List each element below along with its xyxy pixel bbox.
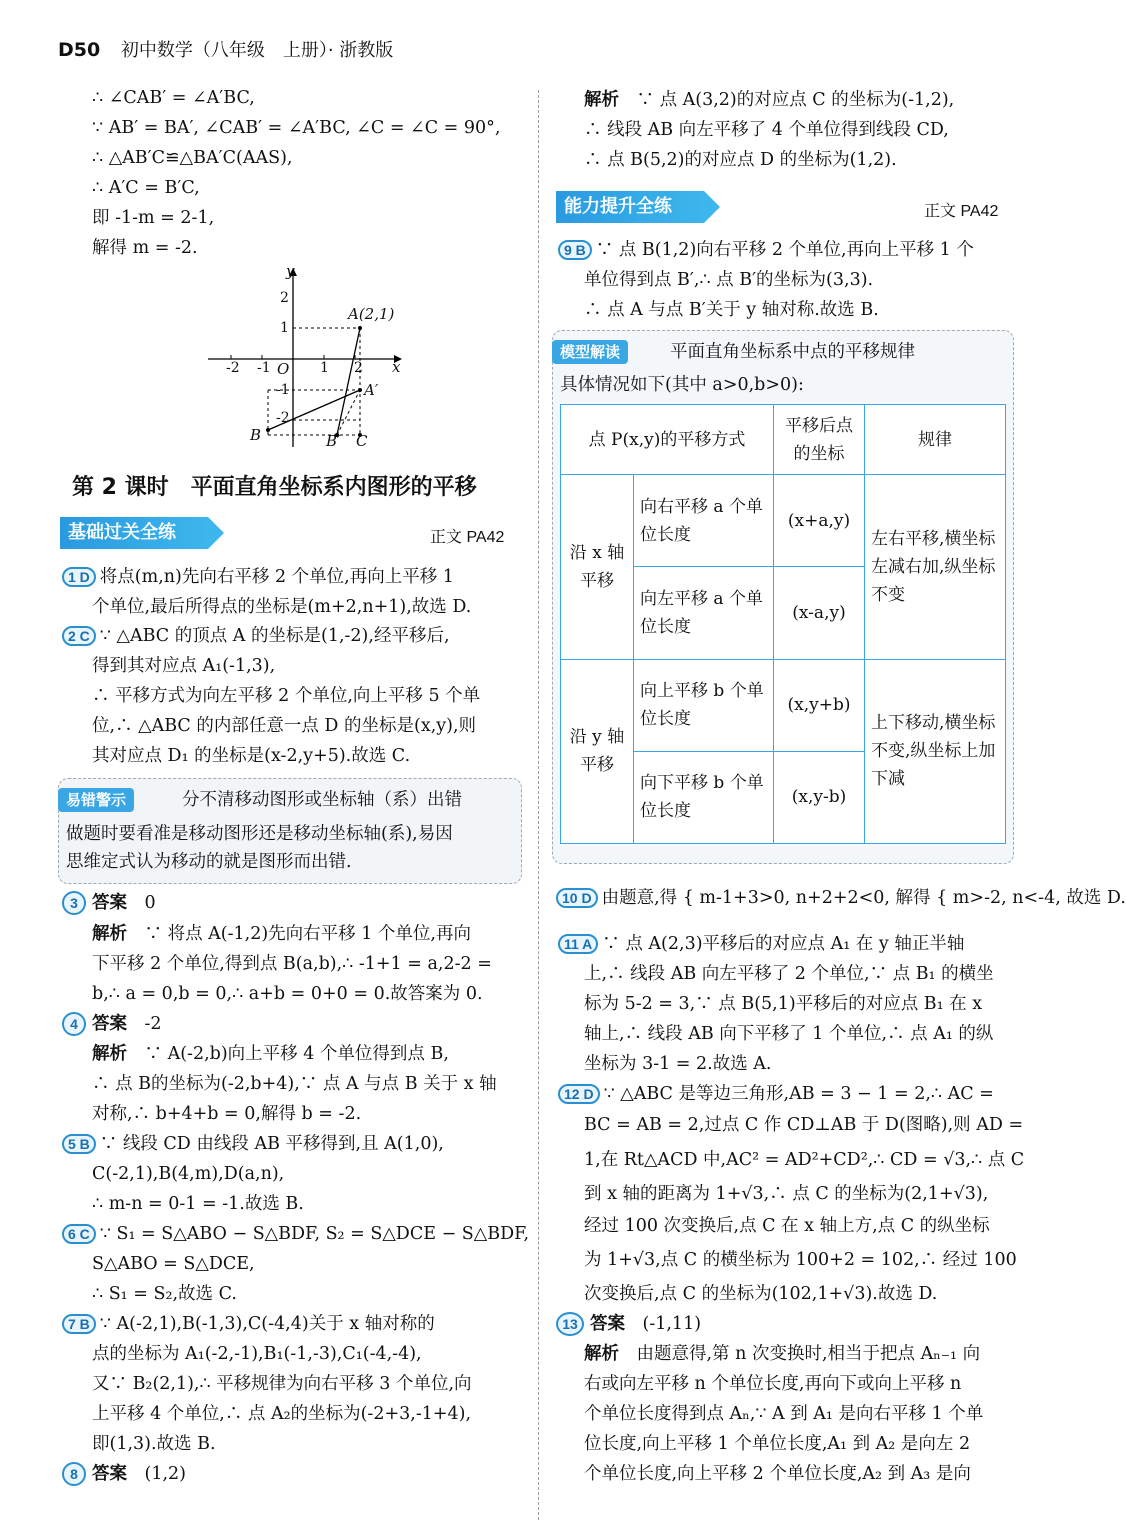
table-header: 规律 xyxy=(865,405,1006,475)
table-cell: (x,y+b) xyxy=(774,659,865,751)
model-title: 平面直角坐标系中点的平移规律 xyxy=(670,342,915,362)
question-8-analysis: 解析 ∵ 点 A(3,2)的对应点 C 的坐标为(-1,2), xyxy=(584,90,955,110)
table-cell-rule: 左右平移,横坐标左减右加,纵坐标不变 xyxy=(865,475,1006,660)
question-13-line: 位长度,向上平移 1 个单位长度,A₁ 到 A₂ 是向左 2 xyxy=(584,1434,971,1454)
question-6: 6 C ∵ S₁ = S△ABO − S△BDF, S₂ = S△DCE − S△BDF, xyxy=(62,1222,529,1246)
point-A-prime xyxy=(358,388,362,392)
question-9-line: ∴ 点 A 与点 B′关于 y 轴对称.故选 B. xyxy=(584,300,879,320)
origin-label: O xyxy=(277,360,290,378)
tick-ym2: -2 xyxy=(276,410,290,426)
question-5-line: C(-2,1),B(4,m),D(a,n), xyxy=(92,1164,285,1184)
question-12-line: BC = AB = 2,过点 C 作 CD⊥AB 于 D(图略),则 AD = xyxy=(584,1115,1024,1135)
label-A-prime: A′ xyxy=(364,381,379,399)
label-A: A(2,1) xyxy=(348,305,395,323)
question-4: 4 答案 -2 xyxy=(62,1012,162,1036)
question-10: 10 D 由题意,得 { m-1+3>0, n+2+2<0, 解得 { m>-2, n<-4, 故选 D. xyxy=(556,886,1126,910)
question-13-line: 个单位长度得到点 Aₙ,∵ A 到 A₁ 是向右平移 1 个单 xyxy=(584,1404,984,1424)
table-cell-x-axis: 沿 x 轴平移 xyxy=(561,475,634,660)
question-2-line: ∴ 平移方式为向左平移 2 个单位,向上平移 5 个单 xyxy=(92,686,481,706)
question-12-line: 次变换后,点 C 的坐标为(102,1+√3).故选 D. xyxy=(584,1284,938,1304)
tick-x1: 1 xyxy=(320,360,329,376)
question-9: 9 B ∵ 点 B(1,2)向右平移 2 个单位,再向上平移 1 个 xyxy=(558,238,974,262)
question-4-analysis: 解析 ∵ A(-2,b)向上平移 4 个单位得到点 B, xyxy=(92,1044,449,1064)
page-header xyxy=(58,36,393,62)
question-3-line: b,∴ a = 0,b = 0,∴ a+b = 0+0 = 0.故答案为 0. xyxy=(92,984,483,1004)
question-number: 1 D xyxy=(62,567,96,587)
table-cell: (x-a,y) xyxy=(774,567,865,659)
table-cell: 向左平移 a 个单位长度 xyxy=(634,567,774,659)
table-header: 点 P(x,y)的平移方式 xyxy=(561,405,774,475)
question-number: 10 D xyxy=(556,888,598,908)
question-13-line: 右或向左平移 n 个单位长度,再向下或向上平移 n xyxy=(584,1374,962,1394)
question-6-line: S△ABO = S△DCE, xyxy=(92,1254,255,1274)
table-header: 平移后点的坐标 xyxy=(774,405,865,475)
question-12-line: 到 x 轴的距离为 1+√3,∴ 点 C 的坐标为(2,1+√3), xyxy=(584,1184,989,1204)
proof-line: 解得 m = -2. xyxy=(92,238,198,258)
text-reference: 正文 PA42 xyxy=(924,203,999,220)
column-divider xyxy=(538,90,539,1520)
question-12-line: 为 1+√3,点 C 的横坐标为 100+2 = 102,∴ 经过 100 xyxy=(584,1250,1017,1270)
text-reference: 正文 PA42 xyxy=(430,529,505,546)
tick-ym1: -1 xyxy=(276,382,290,398)
proof-line: ∴ ∠CAB′ = ∠A′BC, xyxy=(92,88,255,108)
axis-y-label: y xyxy=(286,262,295,280)
tick-xm2: -2 xyxy=(226,360,240,376)
question-11-line: 坐标为 3-1 = 2.故选 A. xyxy=(584,1054,772,1074)
question-11: 11 A ∵ 点 A(2,3)平移后的对应点 A₁ 在 y 轴正半轴 xyxy=(558,932,964,956)
question-number: 4 xyxy=(62,1012,86,1036)
question-12-line: 1,在 Rt△ACD 中,AC² = AD²+CD²,∴ CD = √3,∴ 点 C xyxy=(584,1150,1025,1170)
question-8: 8 答案 (1,2) xyxy=(62,1462,186,1486)
question-12-line: 经过 100 次变换后,点 C 在 x 轴上方,点 C 的纵坐标 xyxy=(584,1216,990,1236)
tick-y1: 1 xyxy=(280,320,289,336)
question-8-line: ∴ 点 B(5,2)的对应点 D 的坐标为(1,2). xyxy=(584,150,897,170)
question-7-line: 即(1,3).故选 B. xyxy=(92,1434,216,1454)
book-title: 初中数学（八年级 上册）· 浙教版 xyxy=(120,40,394,61)
question-13-analysis: 解析 由题意得,第 n 次变换时,相当于把点 Aₙ₋₁ 向 xyxy=(584,1344,981,1364)
question-4-line: ∴ 点 B的坐标为(-2,b+4),∵ 点 A 与点 B 关于 x 轴 xyxy=(92,1074,497,1094)
question-2-line: 位,∴ △ABC 的内部任意一点 D 的坐标是(x,y),则 xyxy=(92,716,477,736)
table-cell: 向右平移 a 个单位长度 xyxy=(634,475,774,567)
model-tag: 模型解读 xyxy=(552,340,628,364)
tick-xm1: -1 xyxy=(257,360,271,376)
question-number: 9 B xyxy=(558,240,592,260)
question-number: 7 B xyxy=(62,1314,96,1334)
label-B-prime: B′ xyxy=(326,432,341,450)
axis-x-label: x xyxy=(392,358,401,376)
proof-line: ∴ △AB′C≌△BA′C(AAS), xyxy=(92,148,293,168)
question-11-line: 轴上,∴ 线段 AB 向下平移了 1 个单位,∴ 点 A₁ 的纵 xyxy=(584,1024,994,1044)
proof-line: ∵ AB′ = BA′, ∠CAB′ = ∠A′BC, ∠C = ∠C = 90°, xyxy=(92,118,501,138)
warning-title: 分不清移动图形或坐标轴（系）出错 xyxy=(182,790,462,810)
question-number: 8 xyxy=(62,1462,86,1486)
question-number: 11 A xyxy=(558,934,598,954)
table-cell-rule: 上下移动,横坐标不变,纵坐标上加下减 xyxy=(865,659,1006,844)
question-5-line: ∴ m-n = 0-1 = -1.故选 B. xyxy=(92,1194,304,1214)
table-cell: (x+a,y) xyxy=(774,475,865,567)
tick-x2: 2 xyxy=(354,360,363,376)
label-C: C xyxy=(356,432,368,450)
section-banner-basic: 基础过关全练 xyxy=(60,517,208,549)
question-2-line: 得到其对应点 A₁(-1,3), xyxy=(92,656,276,676)
question-number: 12 D xyxy=(558,1084,600,1104)
translation-rule-table xyxy=(560,404,1006,844)
question-7-line: 又∵ B₂(2,1),∴ 平移规律为向右平移 3 个单位,向 xyxy=(92,1374,472,1394)
question-7: 7 B ∵ A(-2,1),B(-1,3),C(-4,4)关于 x 轴对称的 xyxy=(62,1312,435,1336)
question-6-line: ∴ S₁ = S₂,故选 C. xyxy=(92,1284,237,1304)
table-cell: (x,y-b) xyxy=(774,751,865,843)
table-cell: 向下平移 b 个单位长度 xyxy=(634,751,774,843)
question-4-line: 对称,∴ b+4+b = 0,解得 b = -2. xyxy=(92,1104,362,1124)
question-2: 2 C ∵ △ABC 的顶点 A 的坐标是(1,-2),经平移后, xyxy=(62,624,450,648)
question-3: 3 答案 0 xyxy=(62,891,156,915)
table-cell-y-axis: 沿 y 轴平移 xyxy=(561,659,634,844)
proof-line: ∴ A′C = B′C, xyxy=(92,178,200,198)
question-13-line: 个单位长度,向上平移 2 个单位长度,A₂ 到 A₃ 是向 xyxy=(584,1464,971,1484)
question-number: 2 C xyxy=(62,626,96,646)
question-3-analysis: 解析 ∵ 将点 A(-1,2)先向右平移 1 个单位,再向 xyxy=(92,924,471,944)
question-3-line: 下平移 2 个单位,得到点 B(a,b),∴ -1+1 = a,2-2 = xyxy=(92,954,492,974)
lesson-title: 第 2 课时 平面直角坐标系内图形的平移 xyxy=(72,475,477,500)
proof-line: 即 -1-m = 2-1, xyxy=(92,208,215,228)
question-11-line: 标为 5-2 = 3,∵ 点 B(5,1)平移后的对应点 B₁ 在 x xyxy=(584,994,983,1014)
question-7-line: 点的坐标为 A₁(-2,-1),B₁(-1,-3),C₁(-4,-4), xyxy=(92,1344,422,1364)
warning-text: 做题时要看准是移动图形还是移动坐标轴(系),易因 xyxy=(66,824,453,844)
question-number: 3 xyxy=(62,891,86,915)
question-2-line: 其对应点 D₁ 的坐标是(x-2,y+5).故选 C. xyxy=(92,746,411,766)
point-A xyxy=(358,326,362,330)
question-5: 5 B ∵ 线段 CD 由线段 AB 平移得到,且 A(1,0), xyxy=(62,1132,444,1156)
table-cell: 向上平移 b 个单位长度 xyxy=(634,659,774,751)
warning-tag: 易错警示 xyxy=(58,788,134,812)
coordinate-figure xyxy=(200,262,410,452)
point-B xyxy=(266,428,270,432)
warning-text: 思维定式认为移动的就是图形而出错. xyxy=(66,852,352,872)
model-intro: 具体情况如下(其中 a>0,b>0): xyxy=(560,375,804,395)
tick-y2: 2 xyxy=(280,290,289,306)
question-13: 13 答案 (-1,11) xyxy=(556,1312,701,1336)
question-11-line: 上,∴ 线段 AB 向左平移了 2 个单位,∵ 点 B₁ 的横坐 xyxy=(584,964,994,984)
question-9-line: 单位得到点 B′,∴ 点 B′的坐标为(3,3). xyxy=(584,270,874,290)
section-banner-advanced: 能力提升全练 xyxy=(556,191,704,223)
question-number: 6 C xyxy=(62,1224,96,1244)
question-1-line: 个单位,最后所得点的坐标是(m+2,n+1),故选 D. xyxy=(92,597,472,617)
question-12: 12 D ∵ △ABC 是等边三角形,AB = 3 − 1 = 2,∴ AC = xyxy=(558,1082,994,1106)
question-1: 1 D 将点(m,n)先向右平移 2 个单位,再向上平移 1 xyxy=(62,565,454,589)
question-number: 13 xyxy=(556,1312,584,1336)
question-7-line: 上平移 4 个单位,∴ 点 A₂的坐标为(-2+3,-1+4), xyxy=(92,1404,472,1424)
question-8-line: ∴ 线段 AB 向左平移了 4 个单位得到线段 CD, xyxy=(584,120,949,140)
label-B: B xyxy=(250,426,262,444)
page-number: D50 xyxy=(58,39,101,61)
question-number: 5 B xyxy=(62,1134,96,1154)
